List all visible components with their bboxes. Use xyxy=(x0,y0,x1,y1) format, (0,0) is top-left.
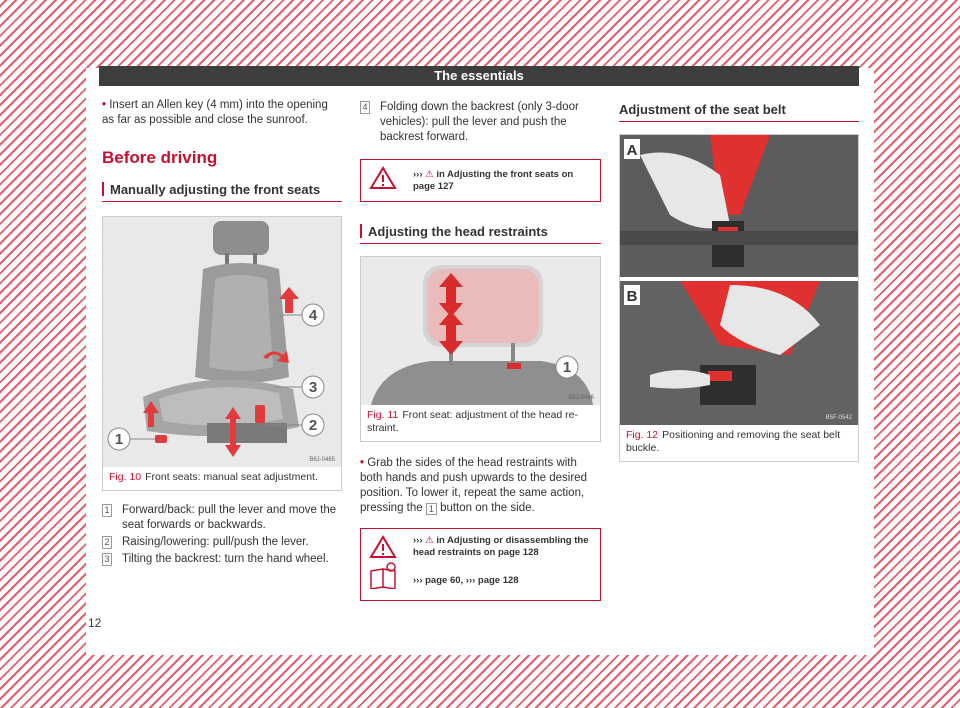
figure-headrest xyxy=(360,256,601,442)
list-item: 2 Raising/lowering: pull/push the lever. xyxy=(102,535,342,550)
figure-seat xyxy=(102,216,342,491)
panel-label-a: A xyxy=(626,142,638,159)
column-2 xyxy=(360,98,601,601)
figure-caption: Fig. 12 Positioning and removing the seat belt buckle. xyxy=(626,429,841,454)
seat-callout: 4 xyxy=(308,307,318,324)
seat-callout: 3 xyxy=(308,379,318,396)
warning-box xyxy=(360,159,601,202)
page-number: 12 xyxy=(88,616,102,630)
panel-label-b: B xyxy=(626,288,638,305)
column-3 xyxy=(619,98,859,462)
list-item: 3 Tilting the backrest: turn the hand wheel. xyxy=(102,552,342,567)
column-1 xyxy=(102,98,342,567)
numbered-list xyxy=(102,503,342,567)
seat-callout: 2 xyxy=(308,417,318,434)
headrest-paragraph: • Grab the sides of the head restraints with both hands and push upwards to the desired position. To lower it, repeat the same action, pressing the 1 button on the side. xyxy=(360,457,587,514)
intro-paragraph: • Insert an Allen key (4 mm) into the opening as far as possible and close the sunroof. xyxy=(102,99,328,126)
warning-text: ››› ⚠ in Adjusting or disassembling the head restraints on page 128 ››› page 60, ››› page 128 xyxy=(413,535,589,586)
figure-code: B5F-0542 xyxy=(825,415,852,421)
list-item: 1 Forward/back: pull the lever and move the seat forwards or backwards. xyxy=(102,503,342,533)
warning-icon xyxy=(369,166,397,190)
figure-caption: Fig. 11 Front seat: adjustment of the head re-straint. xyxy=(367,409,579,434)
warning-box-2 xyxy=(360,528,601,601)
subsection-title-headrest: Adjusting the head restraints xyxy=(360,224,601,244)
belt-illustration xyxy=(620,135,858,425)
bullet-icon: • xyxy=(102,99,110,111)
headrest-illustration xyxy=(361,257,600,405)
figure-caption: Fig. 10 Front seats: manual seat adjustment. xyxy=(109,471,318,483)
seat-callout: 1 xyxy=(114,431,124,448)
figure-code: B6J-0466 xyxy=(568,395,594,401)
headrest-callout: 1 xyxy=(562,359,572,376)
section-title: Before driving xyxy=(102,148,218,167)
subsection-title-seats: Manually adjusting the front seats xyxy=(102,182,342,202)
figure-belt xyxy=(619,134,859,462)
seat-illustration xyxy=(103,217,341,467)
warning-text: ››› ⚠ in Adjusting the front seats on page 127 xyxy=(413,168,574,192)
page-header: The essentials xyxy=(99,66,859,86)
list-item: 4 Folding down the backrest (only 3-door vehicles): pull the lever and push the backrest forward. xyxy=(360,100,601,145)
subsection-title-belt: Adjustment of the seat belt xyxy=(619,102,859,122)
figure-code: B6J-0465 xyxy=(309,457,335,463)
warning-book-icon xyxy=(369,535,399,589)
